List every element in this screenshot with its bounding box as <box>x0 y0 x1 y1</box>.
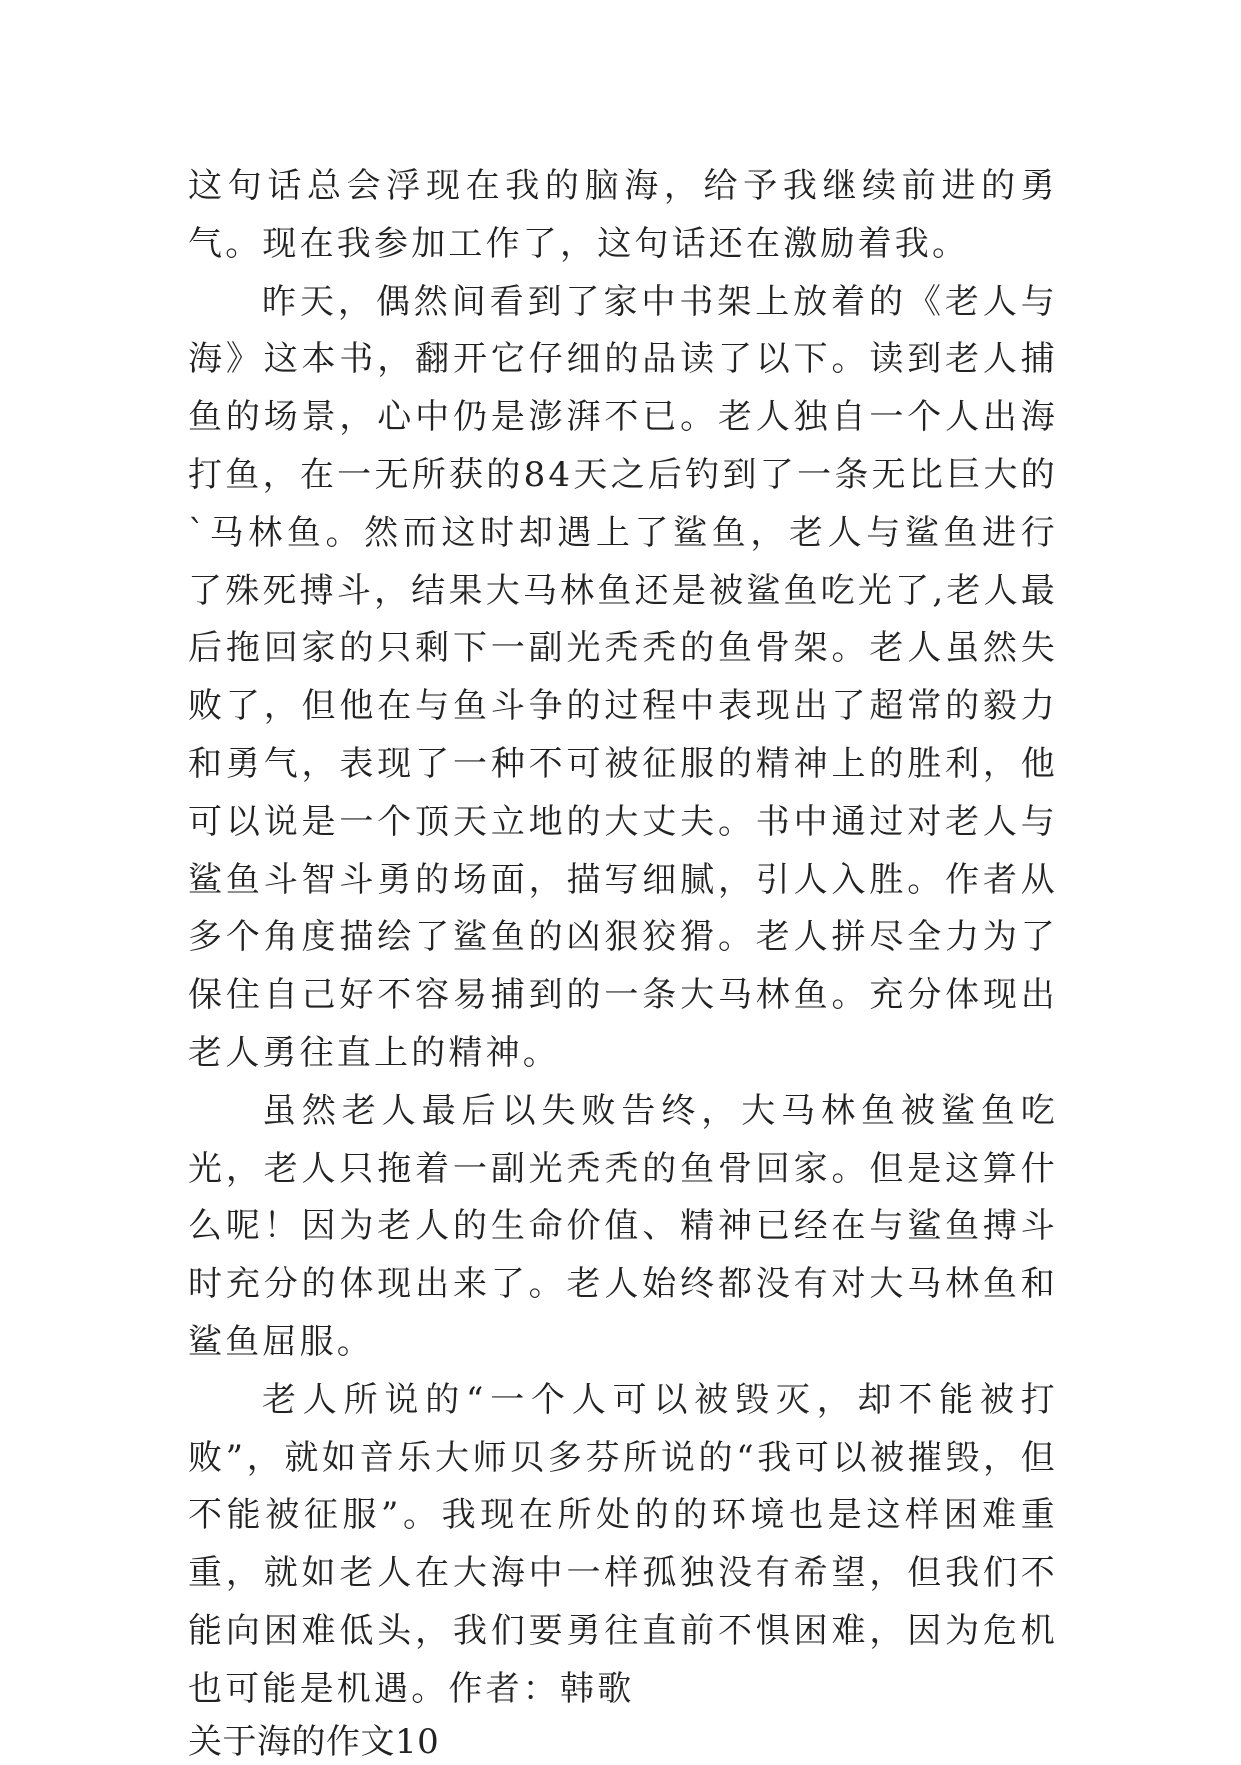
paragraph-3: 虽然老人最后以失败告终，大马林鱼被鲨鱼吃光，老人只拖着一副光秃秃的鱼骨回家。但是这算什么呢！因为老人的生命价值、精神已经在与鲨鱼搏斗时充分的体现出来了。老人始终都没有对大马林鱼和鲨鱼屈服。 <box>188 1090 1058 1362</box>
paragraph-1: 这句话总会浮现在我的脑海，给予我继续前进的勇气。现在我参加工作了，这句话还在激励着我。 <box>188 166 1058 264</box>
paragraph-2: 昨天，偶然间看到了家中书架上放着的《老人与海》这本书，翻开它仔细的品读了以下。读到老人捕鱼的场景，心中仍是澎湃不已。老人独自一个人出海打鱼，在一无所获的84天之后钓到了一条无比巨大的`马林鱼。然而这时却遇上了鲨鱼，老人与鲨鱼进行了殊死搏斗，结果大马林鱼还是被鲨鱼吃光了,老人最后拖回家的只剩下一副光秃秃的鱼骨架。老人虽然失败了，但他在与鱼斗争的过程中表现出了超常的毅力和勇气，表现了一种不可被征服的精神上的胜利，他可以说是一个顶天立地的大丈夫。书中通过对老人与鲨鱼斗智斗勇的场面，描写细腻，引人入胜。作者从多个角度描绘了鲨鱼的凶狠狡猾。老人拼尽全力为了保住自己好不容易捕到的一条大马林鱼。充分体现出老人勇往直上的精神。 <box>188 281 1058 1073</box>
next-essay-heading: 关于海的作文10 <box>188 1721 440 1762</box>
essay-body <box>188 158 1058 1765</box>
paragraph-4: 老人所说的“一个人可以被毁灭，却不能被打败”，就如音乐大师贝多芬所说的“我可以被摧毁，但不能被征服”。我现在所处的的环境也是这样困难重重，就如老人在大海中一样孤独没有希望，但我们不能向困难低头，我们要勇往直前不惧困难，因为危机也可能是机遇。作者：韩歌 <box>188 1379 1058 1709</box>
